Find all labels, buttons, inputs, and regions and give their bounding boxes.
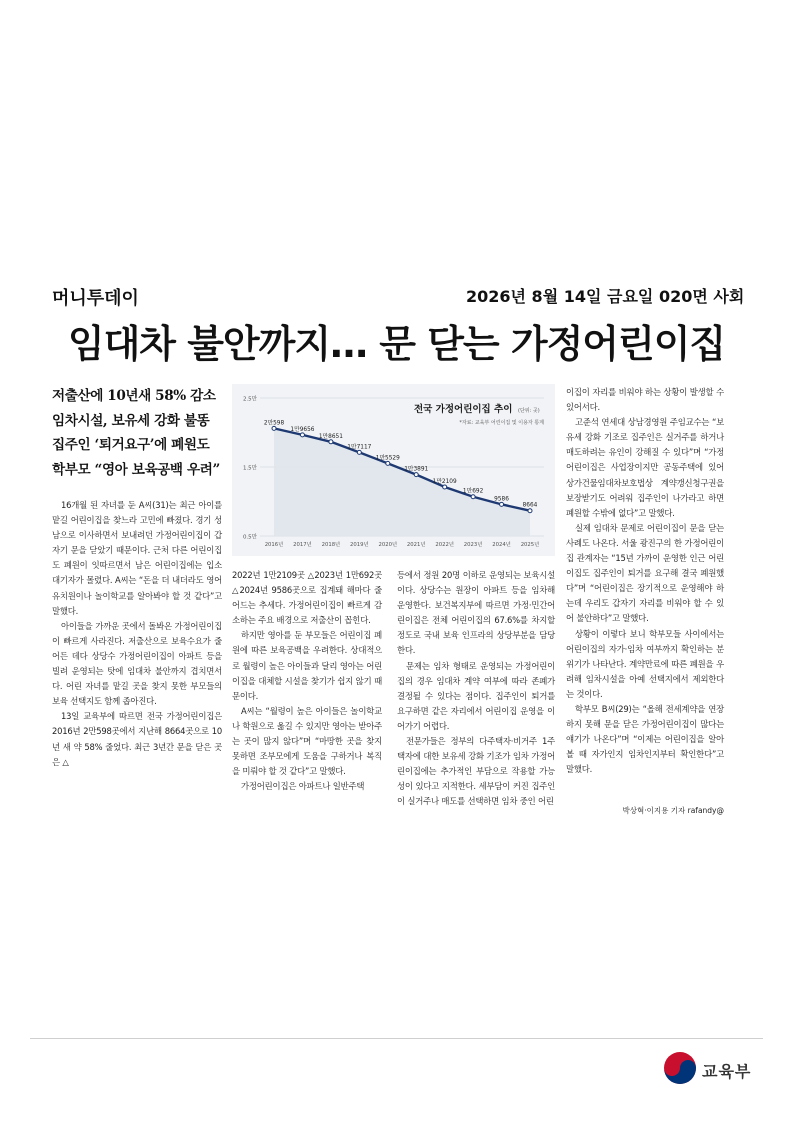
x-tick-label: 2022년 xyxy=(435,542,454,548)
subheadline xyxy=(52,384,230,482)
data-label: 1만7117 xyxy=(347,444,372,451)
data-point xyxy=(471,495,475,499)
headline: 임대차 불안까지… 문 닫는 가정어린이집 xyxy=(67,322,726,366)
paragraph: 학부모 B씨(29)는 “올해 전세계약을 연장하지 못해 문을 닫은 가정어린이집이 많다는 얘기가 나온다”며 “이제는 어린이집을 알아볼 때 자가인지 임차인지부터 확인한다”고 말했다. xyxy=(566,703,724,775)
data-point xyxy=(300,433,304,437)
taegeuk-logo-icon xyxy=(662,1050,698,1090)
paragraph: 고준석 연세대 상남경영원 주임교수는 “보유세 강화 기조로 집주인은 실거주를 하거나 매도하려는 유인이 강해질 수 있다”며 “가정어린이집은 사업장이지만 공동주택에 있어 상가건물임대차보호법상 계약갱신청구권을 보장받기도 어려워 집주인이 나가라고 하면 폐원할 수밖에 없다”고 말했다. xyxy=(566,417,724,518)
paragraph: 아이들을 가까운 곳에서 돌봐온 가정어린이집이 빠르게 사라진다. 저출산으로 보육수요가 줄어든 데다 상당수 가정어린이집이 아파트 등을 빌려 운영되는 탓에 임대차 불안까지 겹치면서다. 어린 자녀를 맡길 곳을 찾지 못한 부모들의 보육 선택지도 함께 좁아진다. xyxy=(52,620,222,707)
x-tick-label: 2019년 xyxy=(350,542,369,548)
chart-svg xyxy=(232,384,555,556)
data-label: 1만9656 xyxy=(290,426,315,433)
paragraph: 실제 임대차 문제로 어린이집이 문을 닫는 사례도 나온다. 서울 광진구의 한 가정어린이집 관계자는 “15년 가까이 운영한 인근 어린이집도 집주인이 퇴거를 요구해 결국 폐원했다”며 “어린이집은 장기적으로 운영해야 하는데 우리도 갑자기 자리를 비워야 할 수 있어 불안하다”고 말했다. xyxy=(566,522,724,624)
chart-unit: (단위: 곳) xyxy=(518,408,540,414)
publication-name: 머니투데이 xyxy=(52,288,139,309)
subheadline-line: 집주인 ‘퇴거요구’에 폐원도 xyxy=(52,437,210,453)
byline: 박상혁·이지용 기자 rafandy@ xyxy=(622,806,724,815)
data-label: 1만692 xyxy=(462,488,484,495)
paragraph: 상황이 이렇다 보니 학부모들 사이에서는 어린이집의 자가·임차 여부까지 확인하는 분위기가 나타난다. 계약만료에 따른 폐원을 우려해 임차시설을 아예 선택지에서 제외한다는 것이다. xyxy=(566,628,724,699)
data-point xyxy=(443,485,447,489)
subheadline-line: 임차시설, 보유세 강화 불똥 xyxy=(52,412,210,429)
y-tick-label: 2.5만 xyxy=(242,396,257,403)
x-tick-label: 2023년 xyxy=(463,542,483,548)
x-tick-label: 2020년 xyxy=(378,542,398,548)
chart xyxy=(232,384,555,556)
article-column-3 xyxy=(397,568,555,810)
x-tick-label: 2017년 xyxy=(293,542,312,548)
data-point xyxy=(329,440,333,444)
data-label: 1만5529 xyxy=(375,455,400,462)
data-label: 8664 xyxy=(522,502,538,509)
x-tick-label: 2024년 xyxy=(492,542,511,548)
data-point xyxy=(272,426,276,430)
subheadline-line: 학부모 “영아 보육공백 우려” xyxy=(52,461,220,478)
paragraph: 가정어린이집은 아파트나 일반주택 xyxy=(241,781,365,792)
data-point xyxy=(500,502,504,506)
paragraph: 16개월 된 자녀를 둔 A씨(31)는 최근 아이를 맡길 어린이집을 찾느라 고민에 빠졌다. 경기 성남으로 이사하면서 보내려던 가정어린이집이 갑자기 문을 닫았기 때문이다. 근처 다른 어린이집도 폐원이 잇따르면서 남은 어린이집에는 입소 대기자가 몰렸다. A씨는 “돈을 더 내더라도 영어유치원이나 놀이학교를 알아봐야 할 것 같다”고 말했다. xyxy=(52,500,222,616)
paragraph: 하지만 영아를 둔 부모들은 어린이집 폐원에 따른 보육공백을 우려한다. 상대적으로 월령이 높은 아이들과 달리 영아는 어린이집을 대체할 시설을 찾기가 쉽지 않기 때문이다. xyxy=(232,630,382,701)
paragraph: 등에서 정원 20명 이하로 운영되는 보육시설이다. 상당수는 원장이 아파트 등을 임차해 운영한다. 보건복지부에 따르면 가정·민간어린이집은 전체 어린이집의 67.6%를 차지할 정도로 국내 보육 인프라의 상당부분을 담당한다. xyxy=(397,570,555,656)
data-point xyxy=(414,473,418,477)
data-point xyxy=(357,450,361,454)
article-column-1 xyxy=(52,498,222,770)
subheadline-line: 저출산에 10년새 58% 감소 xyxy=(52,388,216,404)
paragraph: 이집이 자리를 비워야 하는 상황이 발생할 수 있어서다. xyxy=(566,387,724,413)
data-point xyxy=(386,461,390,465)
chart-title: 전국 가정어린이집 추이 xyxy=(414,404,513,415)
paragraph: 2022년 1만2109곳 △2023년 1만692곳 △2024년 9586곳으로 집계돼 해마다 줄어드는 추세다. 가정어린이집이 빠르게 감소하는 주요 배경으로 저출산이 꼽힌다. xyxy=(232,570,382,626)
ministry-logo-text: 교육부 xyxy=(702,1062,752,1081)
data-label: 1만3891 xyxy=(404,466,429,473)
y-tick-label: 1.5만 xyxy=(242,465,257,472)
paragraph: 문제는 임차 형태로 운영되는 가정어린이집의 경우 임대차 계약 여부에 따라 존폐가 결정될 수 있다는 점이다. 집주인이 퇴거를 요구하면 같은 자리에서 어린이집 운영을 이어가기 어렵다. xyxy=(397,660,555,731)
x-tick-label: 2018년 xyxy=(321,542,341,548)
y-tick-label: 0.5만 xyxy=(242,534,257,541)
article-column-2 xyxy=(232,568,382,794)
chart-source: *자료: 교육부 어린이집 및 이용자 통계 xyxy=(459,420,544,426)
x-tick-label: 2025년 xyxy=(520,542,540,548)
data-label: 2만598 xyxy=(263,420,285,427)
data-label: 1만2109 xyxy=(432,478,457,485)
paragraph: 13일 교육부에 따르면 전국 가정어린이집은 2016년 2만598곳에서 지난해 8664곳으로 10년 새 약 58% 줄었다. 최근 3년간 문을 닫은 곳은 △ xyxy=(52,711,222,767)
data-point xyxy=(528,509,532,513)
paragraph: 전문가들은 정부의 다주택자·비거주 1주택자에 대한 보유세 강화 기조가 임차 가정어린이집에는 추가적인 부담으로 작용할 가능성이 있다고 지적한다. 세부담이 커진 집주인이 실거주나 매도를 선택하면 임차 중인 어린 xyxy=(397,736,555,807)
paragraph: A씨는 “월령이 높은 아이들은 놀이학교나 학원으로 옮길 수 있지만 영아는 받아주는 곳이 많지 않다”며 “마땅한 곳을 찾지 못하면 조부모에게 도움을 구하거나 복직을 미뤄야 할 것 같다”고 말했다. xyxy=(232,705,382,777)
data-label: 1만8651 xyxy=(318,433,343,440)
issue-date-section: 2026년 8월 14일 금요일 020면 사회 xyxy=(466,287,745,306)
footer-divider xyxy=(30,1038,763,1039)
article-column-4 xyxy=(566,385,724,777)
data-label: 9586 xyxy=(494,496,509,503)
x-tick-label: 2016년 xyxy=(264,542,284,548)
x-tick-label: 2021년 xyxy=(406,542,426,548)
